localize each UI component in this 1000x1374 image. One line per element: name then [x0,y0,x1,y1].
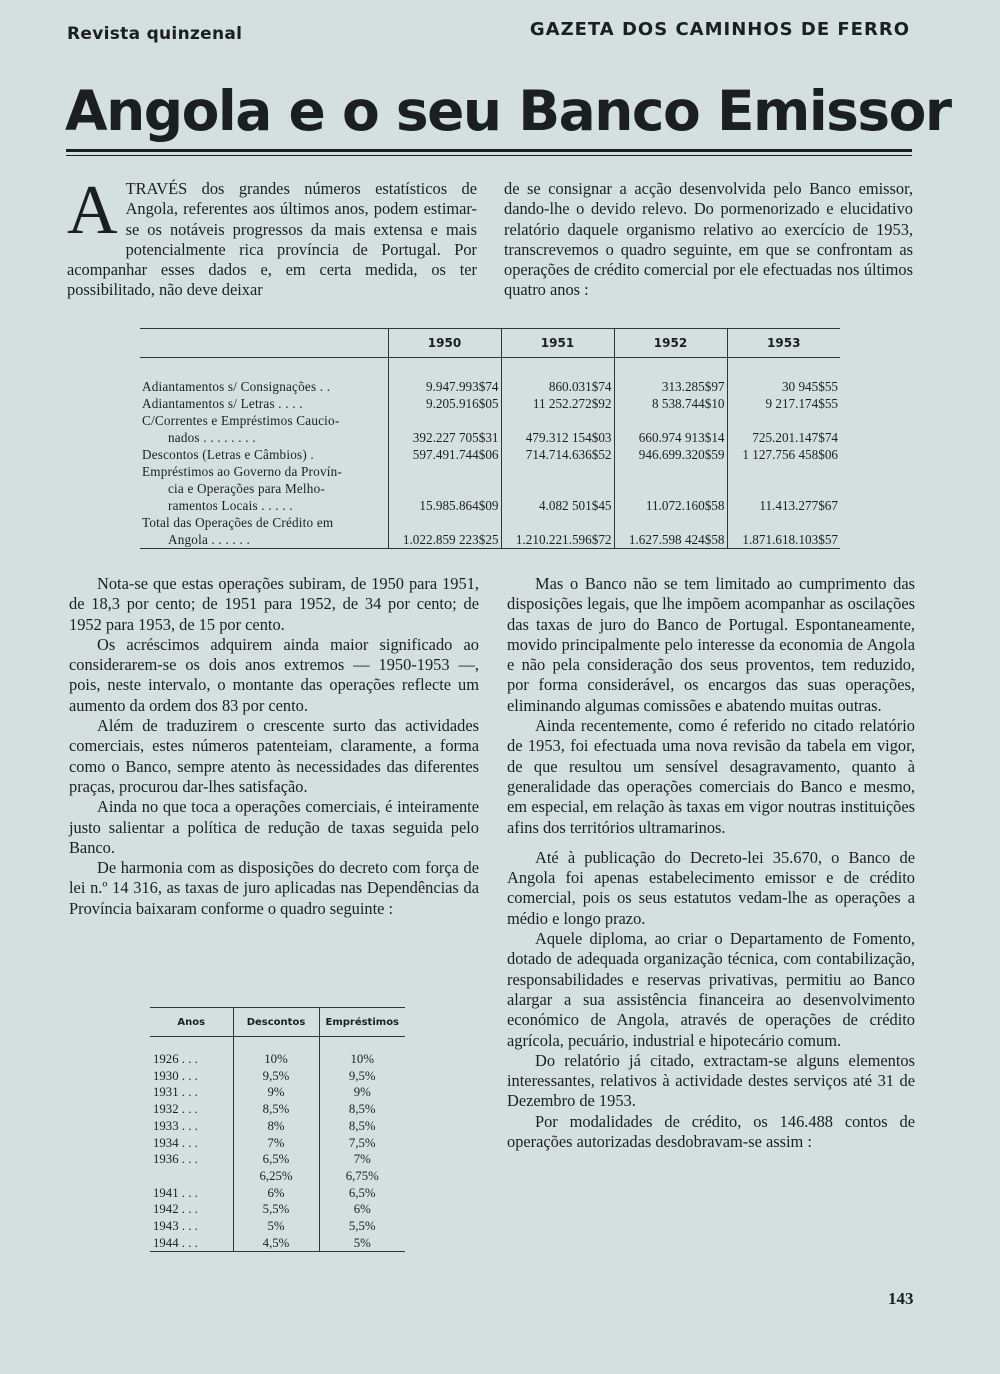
table-row [140,480,840,497]
emprestimos-cell: 7,5% [319,1135,405,1152]
paragraph: Do relatório já citado, extractam-se alguns elementos interessantes, relativos à actividade destes serviços até 31 de Dezembro de 1953. [507,1050,915,1111]
table-row [140,497,840,514]
emprestimos-cell: 5,5% [319,1218,405,1235]
table-row [140,429,840,446]
paragraph: Ainda no que toca a operações comerciais, é inteiramente justo salientar a política de redução de taxas seguida pelo Banco. [69,797,479,857]
year-cell: 1931 . . . [153,1085,198,1100]
cell-value: 479.312 154$03 [501,429,614,446]
row-label: ramentos Locais . . . . . [168,498,293,513]
drop-cap: A [67,172,118,249]
year-cell: 1930 . . . [153,1068,198,1083]
table-row [150,1168,405,1185]
left-column [69,574,479,919]
cell-value: 860.031$74 [501,358,614,396]
paragraph: Ainda recentemente, como é referido no citado relatório de 1953, foi efectuada uma nova revisão da tabela em vigor, de que resultou um sensível desagravamento, quanto à generalidade das operações comerciais do Banco e mesmo, em especial, em relação às taxas em vigor noutras instituições afins dos territórios ultramarinos. [507,716,915,837]
column-header: 1951 [501,329,614,358]
descontos-cell: 7% [233,1135,319,1152]
paragraph: Os acréscimos adquirem ainda maior significado ao considerarem-se os dois anos extremos — 1950-1953 —, pois, neste intervalo, o montante das operações reflecte um aumento da ordem dos 83 por cento. [69,634,479,715]
cell-value: 392.227 705$31 [388,429,501,446]
right-column [507,574,915,1152]
row-label: nados . . . . . . . . [168,430,256,445]
year-cell: 1941 . . . [153,1185,198,1200]
credit-operations-table [140,328,840,549]
year-cell: 1936 . . . [153,1152,198,1167]
column-header: Anos [150,1008,233,1037]
year-cell [150,1168,233,1185]
cell-value: 597.491.744$06 [388,446,501,463]
descontos-cell: 5% [233,1218,319,1235]
row-label: Descontos (Letras e Câmbios) . [142,447,314,462]
year-cell: 1926 . . . [153,1052,198,1066]
header-left: Revista quinzenal [67,24,243,44]
cell-value: 1 127.756 458$06 [727,446,840,463]
paragraph: Nota-se que estas operações subiram, de 1950 para 1951, de 18,3 por cento; de 1951 para 1952, de 34 por cento; de 1952 para 1953, de 15 por cento. [69,574,479,634]
table-row [150,1151,405,1168]
table-row [150,1218,405,1235]
cell-value: 1.022.859 223$25 [388,531,501,549]
emprestimos-cell: 5% [319,1235,405,1252]
title-rule-thin [66,155,912,156]
table-row [150,1068,405,1085]
cell-value: 313.285$97 [614,358,727,396]
emprestimos-cell: 6% [319,1201,405,1218]
column-header: 1953 [727,329,840,358]
year-cell: 1944 . . . [150,1235,233,1252]
paragraph: Além de traduzirem o crescente surto das actividades comerciais, estes números patenteiam, claramente, a forma como o Banco, sempre atento às necessidades das diferentes praças, procurou dar-lhes satisfação. [69,716,479,796]
emprestimos-cell: 7% [319,1151,405,1168]
row-label: Adiantamentos s/ Consignações . . [142,379,331,394]
row-label: Total das Operações de Crédito em [142,515,334,530]
descontos-cell: 8,5% [233,1101,319,1118]
cell-value: 1.871.618.103$57 [727,531,840,549]
year-cell: 1934 . . . [153,1135,198,1150]
year-cell: 1932 . . . [153,1102,198,1117]
year-cell: 1933 . . . [153,1118,198,1133]
row-label: C/Correntes e Empréstimos Caucio- [142,413,340,428]
year-cell: 1943 . . . [153,1219,198,1234]
paragraph: Aquele diploma, ao criar o Departamento de Fomento, dotado de adequada organização técnica, com contabilização, responsabilidades e reservas privativas, permitiu ao Banco alargar a sua assistência financeira ao desenvolvimento económico de Angola, através de operações de crédito agrícola, pecuário, industrial e hipotecário comum. [507,929,915,1050]
emprestimos-cell: 6,5% [319,1185,405,1202]
table-row [140,514,840,531]
table-row [150,1201,405,1218]
table-row [150,1185,405,1202]
year-cell: 1942 . . . [153,1202,198,1217]
cell-value: 9 217.174$55 [727,395,840,412]
cell-value: 11.413.277$67 [727,497,840,514]
page-number: 143 [888,1289,914,1308]
cell-value: 9.205.916$05 [388,395,501,412]
descontos-cell: 6% [233,1185,319,1202]
row-label: Empréstimos ao Governo da Provín- [142,464,342,479]
cell-value: 946.699.320$59 [614,446,727,463]
emprestimos-cell: 10% [319,1037,405,1068]
intro-right-column [504,179,913,301]
intro-right-text: de se consignar a acção desenvolvida pelo Banco emissor, dando-lhe o devido relevo. Do pormenorizado e elucidativo relatório daquele organismo relativo ao exercício de 1953, transcrevemos o quadro seguinte, em que se confrontam as operações de crédito comercial por ele efectuadas nos últimos quatro anos : [504,179,913,300]
cell-value: 9.947.993$74 [388,358,501,396]
intro-paragraph [67,172,477,301]
table-row [150,1084,405,1101]
title-rule-thick [66,149,912,152]
descontos-cell: 6,5% [233,1151,319,1168]
table-row [140,463,840,480]
cell-value: 714.714.636$52 [501,446,614,463]
cell-value: 8 538.744$10 [614,395,727,412]
emprestimos-cell: 6,75% [319,1168,405,1185]
table-row [150,1101,405,1118]
row-label: Adiantamentos s/ Letras . . . . [142,396,303,411]
column-header: 1950 [388,329,501,358]
descontos-cell: 4,5% [233,1235,319,1252]
row-label: cia e Operações para Melho- [168,481,325,496]
descontos-cell: 5,5% [233,1201,319,1218]
table-row [140,358,840,396]
cell-value: 30 945$55 [727,358,840,396]
emprestimos-cell: 9% [319,1084,405,1101]
intro-left-column [67,172,477,301]
table-header-row [140,329,840,358]
table-row [150,1118,405,1135]
cell-value: 11 252.272$92 [501,395,614,412]
interest-rates-table [150,1007,405,1252]
article-title: Angola e o seu Banco Emissor [65,79,951,143]
cell-value: 15.985.864$09 [388,497,501,514]
cell-value: 725.201.147$74 [727,429,840,446]
table-header-row [150,1008,405,1037]
table-row [140,412,840,429]
column-header: Empréstimos [319,1008,405,1037]
column-header: 1952 [614,329,727,358]
table-row [140,446,840,463]
paragraph: Mas o Banco não se tem limitado ao cumprimento das disposições legais, que lhe impõem acompanhar as oscilações das taxas de juro do Banco de Portugal. Espontaneamente, movido principalmente pelo interesse da economia de Angola e não pela consideração dos seus proventos, tem reduzido, por forma considerável, os encargos das suas operações, eliminando algumas comissões e abatendo muitas outras. [507,574,915,715]
emprestimos-cell: 8,5% [319,1118,405,1135]
descontos-cell: 10% [233,1037,319,1068]
table-row [140,531,840,549]
cell-value: 1.210.221.596$72 [501,531,614,549]
table-row [150,1235,405,1252]
cell-value: 660.974 913$14 [614,429,727,446]
table-row [140,395,840,412]
cell-value: 4.082 501$45 [501,497,614,514]
table-row [150,1037,405,1068]
row-label: Angola . . . . . . [140,531,388,549]
emprestimos-cell: 8,5% [319,1101,405,1118]
descontos-cell: 6,25% [233,1168,319,1185]
cell-value: 11.072.160$58 [614,497,727,514]
cell-value: 1.627.598 424$58 [614,531,727,549]
intro-left-text: TRAVÉS dos grandes números estatísticos de Angola, referentes aos últimos anos, podem estimar-se os notáveis progressos da mais extensa e mais potencialmente rica província de Portugal. Por acompanhar esses dados e, em certa medida, os ter possibilitado, não deve deixar [67,179,477,300]
column-header: Descontos [233,1008,319,1037]
paragraph: Por modalidades de crédito, os 146.488 contos de operações autorizadas desdobravam-se assim : [507,1111,915,1152]
descontos-cell: 8% [233,1118,319,1135]
paragraph: Até à publicação do Decreto-lei 35.670, o Banco de Angola foi apenas estabelecimento emissor e de crédito comercial, pois os seus estatutos vedam-lhe as operações a médio e longo prazo. [507,847,915,928]
header-right: GAZETA DOS CAMINHOS DE FERRO [529,19,910,40]
descontos-cell: 9% [233,1084,319,1101]
paragraph: De harmonia com as disposições do decreto com força de lei n.º 14 316, as taxas de juro aplicadas nas Dependências da Província baixaram conforme o quadro seguinte : [69,858,479,918]
table-row [150,1135,405,1152]
emprestimos-cell: 9,5% [319,1068,405,1085]
descontos-cell: 9,5% [233,1068,319,1085]
